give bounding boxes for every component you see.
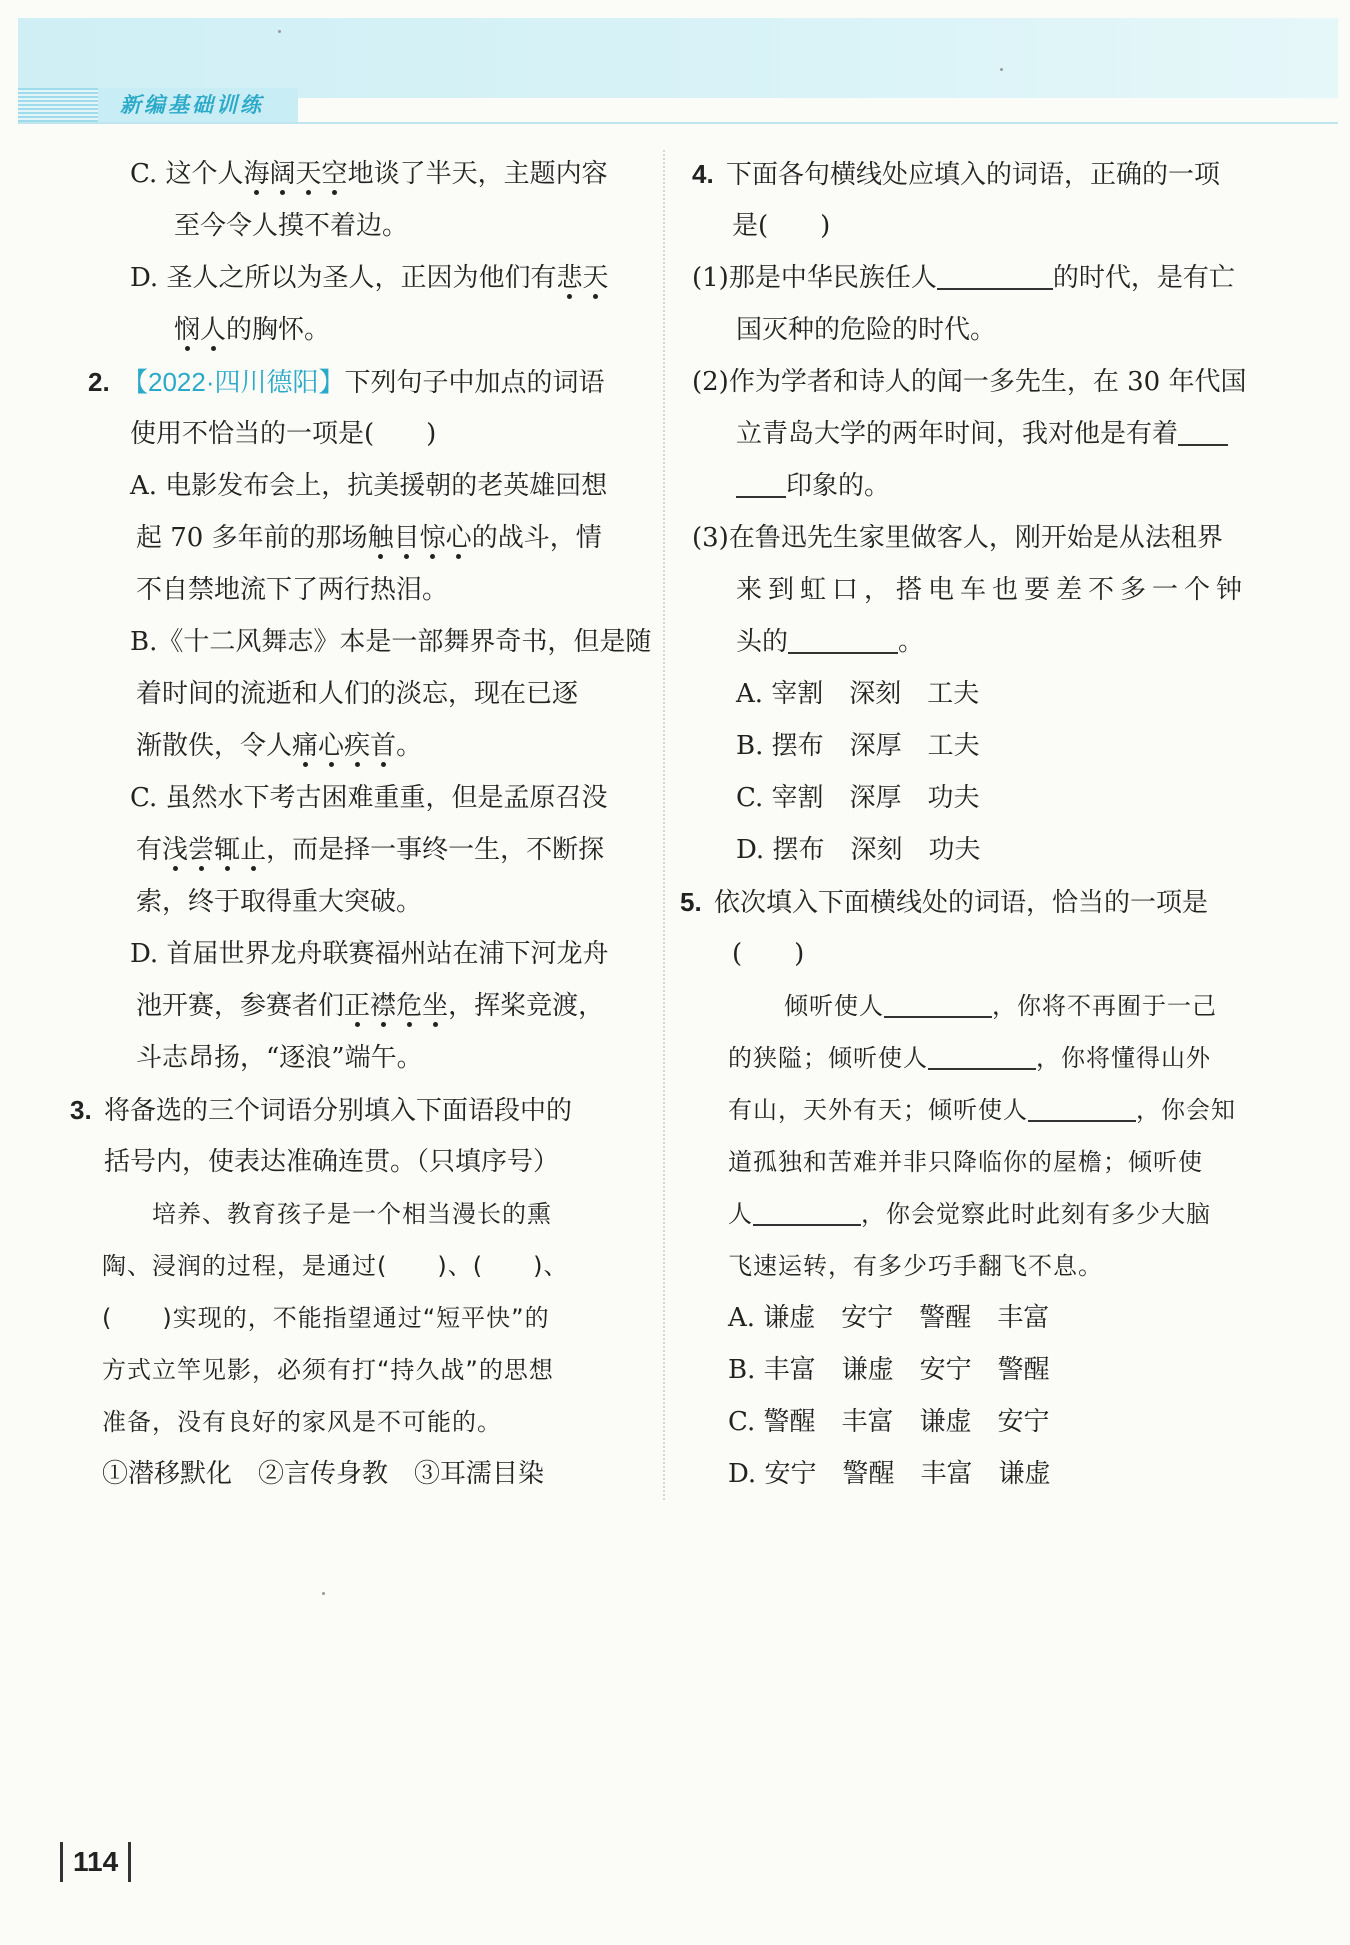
- q5-option-c: C. 警醒 丰富 谦虚 安宁: [728, 1407, 1050, 1437]
- fill-blank[interactable]: [753, 1194, 861, 1226]
- dotted-word: [292, 731, 396, 761]
- emphasis-char: 止: [240, 835, 267, 865]
- q3-paragraph-line4: 方式立竿见影，必须有打“持久战”的思想: [102, 1356, 554, 1384]
- q2-stem-line2: 使用不恰当的一项是( ): [130, 419, 437, 449]
- q3-paragraph-line5: 准备，没有良好的家风是不可能的。: [102, 1408, 502, 1436]
- q5-option-a: A. 谦虚 安宁 警醒 丰富: [728, 1303, 1050, 1333]
- q2-option-a-line1: A. 电影发布会上，抗美援朝的老英雄回想: [130, 471, 608, 501]
- q5-stem-line1: 5. 依次填入下面横线处的词语，恰当的一项是: [680, 876, 1272, 928]
- q1-option-d-line1: D. 圣人之所以为圣人，正因为他们有悲天: [130, 263, 609, 293]
- q4-stem-line2: 是( ): [732, 211, 831, 241]
- emphasis-char: 疾: [344, 731, 371, 761]
- q3-paragraph-line3: ( )实现的，不能指望通过“短平快”的: [102, 1304, 550, 1332]
- q4-sentence1-line1: (1)那是中华民族任人 的时代，是有亡: [692, 252, 1272, 304]
- q2-option-a-line3: 不自禁地流下了两行热泪。: [136, 575, 449, 605]
- emphasis-char: 悯: [174, 315, 201, 345]
- emphasis-char: 襟: [370, 991, 397, 1021]
- q5-paragraph-line6: 飞速运转，有多少巧手翻飞不息。: [728, 1252, 1103, 1280]
- q4-stem-line1: 4. 下面各句横线处应填入的词语，正确的一项: [692, 148, 1272, 200]
- emphasis-char: 天: [582, 263, 609, 293]
- q4-sentence3-line1: (3)在鲁迅先生家里做客人，刚开始是从法租界: [692, 523, 1223, 553]
- header-line: [18, 122, 1338, 124]
- q2-option-d-line1: D. 首届世界龙舟联赛福州站在浦下河龙舟: [130, 939, 609, 969]
- q4-option-d: D. 摆布 深刻 功夫: [736, 835, 981, 865]
- header-stripe: [18, 88, 98, 122]
- emphasis-char: 阔: [269, 159, 296, 189]
- fill-blank[interactable]: [1178, 414, 1228, 446]
- dotted-word: [162, 835, 266, 865]
- emphasis-char: 空: [321, 159, 348, 189]
- emphasis-char: 天: [295, 159, 322, 189]
- q2-option-b-line3: 渐散佚，令人痛心疾首。: [136, 731, 423, 761]
- q4-option-b: B. 摆布 深厚 工夫: [736, 731, 980, 761]
- emphasis-char: 海: [243, 159, 270, 189]
- emphasis-char: 悲: [556, 263, 583, 293]
- source-tag: 【2022·四川德阳】: [122, 367, 345, 397]
- emphasis-char: 辄: [214, 835, 241, 865]
- q2-option-c-line2: 有浅尝辄止，而是择一事终一生，不断探: [136, 835, 605, 865]
- fill-blank[interactable]: [928, 1038, 1036, 1070]
- q2-option-a-line2: 起 70 多年前的那场触目惊心的战斗，情: [136, 523, 602, 553]
- q1-option-c-line1: C. 这个人海阔天空地谈了半天，主题内容: [130, 159, 608, 189]
- question-number: 4.: [692, 159, 714, 189]
- q2-option-d-line2: 池开赛，参赛者们正襟危坐，挥桨竞渡，: [136, 991, 605, 1021]
- fill-blank[interactable]: [788, 622, 898, 654]
- emphasis-char: 惊: [419, 523, 446, 553]
- q1-option-d-line2: 悯人的胸怀。: [174, 315, 331, 345]
- q5-stem-line2: ( ): [732, 939, 805, 969]
- q4-sentence3-line3: 头的 。: [692, 616, 1272, 668]
- emphasis-char: 首: [370, 731, 397, 761]
- emphasis-char: 痛: [292, 731, 319, 761]
- dotted-word: [244, 159, 348, 189]
- header-band: [18, 18, 1338, 98]
- emphasis-char: 浅: [162, 835, 189, 865]
- q2-option-c-line3: 索，终于取得重大突破。: [136, 887, 423, 917]
- q3-paragraph-line1: 培养、教育孩子是一个相当漫长的熏: [152, 1200, 552, 1228]
- q5-paragraph-line3: 有山，天外有天；倾听使人 ，你会知: [692, 1084, 1272, 1136]
- q3-stem-line2: 括号内，使表达准确连贯。（只填序号）: [104, 1147, 560, 1177]
- q5-paragraph-line2: 的狭隘；倾听使人 ，你将懂得山外: [692, 1032, 1272, 1084]
- emphasis-char: 心: [445, 523, 472, 553]
- fill-blank[interactable]: [937, 258, 1053, 290]
- q4-sentence2-line2: 立青岛大学的两年时间，我对他是有着: [692, 408, 1272, 460]
- question-number: 5.: [680, 887, 702, 917]
- emphasis-char: 人: [200, 315, 227, 345]
- q5-paragraph-line4: 道孤独和苦难并非只降临你的屋檐；倾听使: [728, 1148, 1203, 1176]
- header-title: 新编基础训练: [120, 92, 264, 117]
- q5-paragraph-line1: 倾听使人 ，你将不再囿于一己: [692, 980, 1272, 1032]
- q2-option-b-line2: 着时间的流逝和人们的淡忘，现在已逐: [136, 679, 579, 709]
- page-number: 114: [60, 1842, 131, 1882]
- q4-sentence3-line2: 来到虹口，搭电车也要差不多一个钟: [736, 575, 1249, 605]
- right-column: [680, 148, 1272, 1500]
- q3-paragraph-line2: 陶、浸润的过程，是通过( )、( )、: [102, 1252, 569, 1280]
- question-number: 3.: [70, 1095, 92, 1125]
- q4-option-a: A. 宰割 深刻 工夫: [736, 679, 980, 709]
- paper-speck: [1000, 68, 1003, 71]
- q4-sentence1-line2: 国灭种的危险的时代。: [736, 315, 997, 345]
- q5-paragraph-line5: 人 ，你会觉察此时此刻有多少大脑: [692, 1188, 1272, 1240]
- emphasis-char: 触: [367, 523, 394, 553]
- fill-blank[interactable]: [736, 466, 786, 498]
- q3-options: ①潜移默化 ②言传身教 ③耳濡目染: [102, 1459, 545, 1489]
- q5-option-b: B. 丰富 谦虚 安宁 警醒: [728, 1355, 1050, 1385]
- dotted-word: [556, 263, 608, 293]
- q3-stem-line1: 3. 将备选的三个词语分别填入下面语段中的: [88, 1084, 658, 1136]
- emphasis-char: 尝: [188, 835, 215, 865]
- q4-option-c: C. 宰割 深厚 功夫: [736, 783, 980, 813]
- emphasis-char: 心: [318, 731, 345, 761]
- q4-sentence2-line1: (2)作为学者和诗人的闻一多先生，在 30 年代国: [692, 367, 1247, 397]
- q2-option-b-line1: B.《十二风舞志》本是一部舞界奇书，但是随: [130, 627, 652, 657]
- emphasis-char: 正: [344, 991, 371, 1021]
- q2-option-d-line3: 斗志昂扬，“逐浪”端午。: [136, 1043, 423, 1073]
- fill-blank[interactable]: [1028, 1090, 1136, 1122]
- emphasis-char: 目: [393, 523, 420, 553]
- q2-stem-line1: 2. 【2022·四川德阳】下列句子中加点的词语: [88, 356, 658, 408]
- emphasis-char: 危: [396, 991, 423, 1021]
- question-number: 2.: [88, 367, 110, 397]
- paper-speck: [322, 1592, 325, 1595]
- q1-option-c-line2: 至今令人摸不着边。: [174, 211, 409, 241]
- dotted-word: [174, 315, 226, 345]
- column-divider: [663, 150, 665, 1500]
- q5-option-d: D. 安宁 警醒 丰富 谦虚: [728, 1459, 1051, 1489]
- emphasis-char: 坐: [422, 991, 449, 1021]
- fill-blank[interactable]: [884, 986, 992, 1018]
- left-column: [70, 148, 658, 1500]
- paper-speck: [278, 30, 281, 33]
- q4-sentence2-line3: 印象的。: [692, 460, 1272, 512]
- q2-option-c-line1: C. 虽然水下考古困难重重，但是孟原召没: [130, 783, 608, 813]
- dotted-word: [368, 523, 472, 553]
- dotted-word: [344, 991, 448, 1021]
